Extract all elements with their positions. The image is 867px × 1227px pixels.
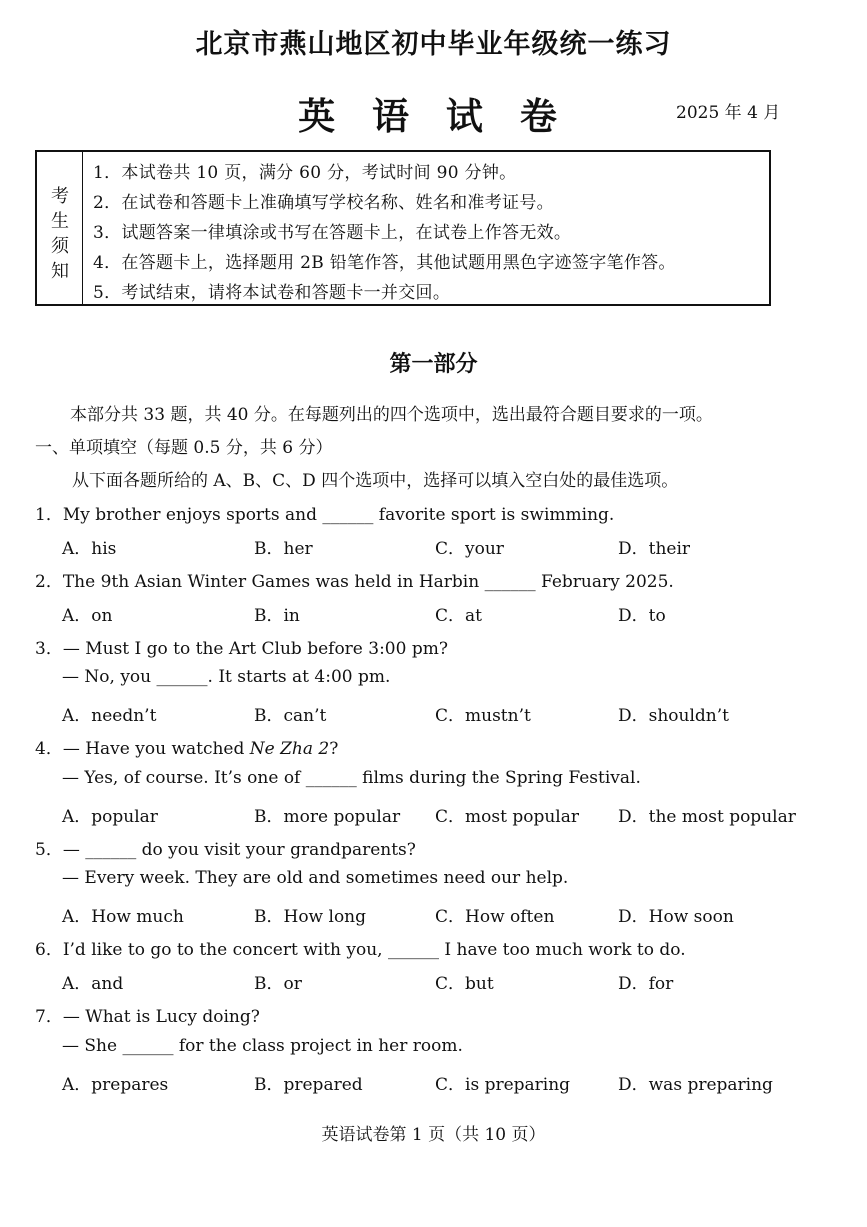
exam-date: 2025 年 4 月 [676,103,781,123]
question-5-option-d: D．How soon [618,907,734,927]
question-4-stem-suffix: ? [329,739,339,759]
question-4-option-d: D．the most popular [618,807,796,827]
question-3-reply: — No, you ______. It starts at 4:00 pm. [62,667,391,687]
notice-item: 3．试题答案一律填涂或书写在答题卡上，在试卷上作答无效。 [93,223,572,243]
question-7-option-d: D．was preparing [618,1075,773,1095]
question-1-option-d: D．their [618,539,691,559]
notice-label-char: 生 [51,211,69,232]
notice-item: 1．本试卷共 10 页，满分 60 分，考试时间 90 分钟。 [93,163,517,183]
notice-item: 4．在答题卡上，选择题用 2B 铅笔作答，其他试题用黑色字迹签字笔作答。 [93,253,676,273]
question-2-option-d: D．to [618,606,666,626]
question-2-option-b: B．in [254,606,300,626]
candidate-notice-box [35,150,771,306]
page-footer: 英语试卷第 1 页（共 10 页） [321,1125,546,1145]
question-5-option-c: C．How often [435,907,555,927]
question-7-option-b: B．prepared [254,1075,363,1095]
part-title: 第一部分 [389,351,478,377]
question-7-option-c: C．is preparing [435,1075,571,1095]
question-6-stem: 6．I’d like to go to the concert with you, ______ I have too much work to do. [35,940,686,960]
question-2-stem: 2．The 9th Asian Winter Games was held in Harbin ______ February 2025. [35,572,674,592]
section-instruction: 从下面各题所给的 A、B、C、D 四个选项中，选择可以填入空白处的最佳选项。 [72,471,679,491]
section-heading: 一、单项填空（每题 0.5 分，共 6 分） [35,438,333,458]
question-4-stem-prefix: 4．— Have you watched [35,739,250,759]
question-7-option-a: A．prepares [62,1075,169,1095]
question-4-film-title: Ne Zha 2 [249,739,330,759]
question-4-option-b: B．more popular [254,807,401,827]
question-6-option-c: C．but [435,974,494,994]
question-4-reply: — Yes, of course. It’s one of ______ films during the Spring Festival. [62,768,641,788]
question-3-option-a: A．needn’t [62,706,157,726]
question-7-stem: 7．— What is Lucy doing? [35,1007,260,1027]
question-3-option-c: C．mustn’t [435,706,531,726]
exam-header-title: 北京市燕山地区初中毕业年级统一练习 [195,29,672,60]
notice-label-char: 知 [51,261,69,282]
question-3-stem: 3．— Must I go to the Art Club before 3:00 pm? [35,639,448,659]
notice-item: 5．考试结束，请将本试卷和答题卡一并交回。 [93,283,451,303]
question-3-option-b: B．can’t [254,706,327,726]
question-6-option-a: A．and [62,974,124,994]
question-6-option-b: B．or [254,974,302,994]
question-5-stem: 5．— ______ do you visit your grandparents? [35,840,416,860]
question-7-reply: — She ______ for the class project in her room. [62,1036,463,1056]
question-2-option-c: C．at [435,606,482,626]
question-5-option-b: B．How long [254,907,367,927]
question-1-option-a: A．his [62,539,117,559]
notice-label-column [37,152,83,304]
exam-subject-title: 英 语 试 卷 [298,94,569,138]
question-3-option-d: D．shouldn’t [618,706,729,726]
question-4-option-c: C．most popular [435,807,579,827]
question-5-option-a: A．How much [62,907,184,927]
question-6-option-d: D．for [618,974,674,994]
question-5-reply: — Every week. They are old and sometimes need our help. [62,868,569,888]
question-1-option-b: B．her [254,539,313,559]
notice-item: 2．在试卷和答题卡上准确填写学校名称、姓名和准考证号。 [93,193,554,213]
question-4-option-a: A．popular [62,807,158,827]
question-1-option-c: C．your [435,539,504,559]
notice-label-char: 考 [51,186,69,207]
question-1-stem: 1．My brother enjoys sports and ______ favorite sport is swimming. [35,505,615,525]
part-intro: 本部分共 33 题，共 40 分。在每题列出的四个选项中，选出最符合题目要求的一项。 [70,405,713,425]
question-4-stem [35,734,338,759]
notice-label-char: 须 [51,236,69,257]
question-2-option-a: A．on [62,606,113,626]
